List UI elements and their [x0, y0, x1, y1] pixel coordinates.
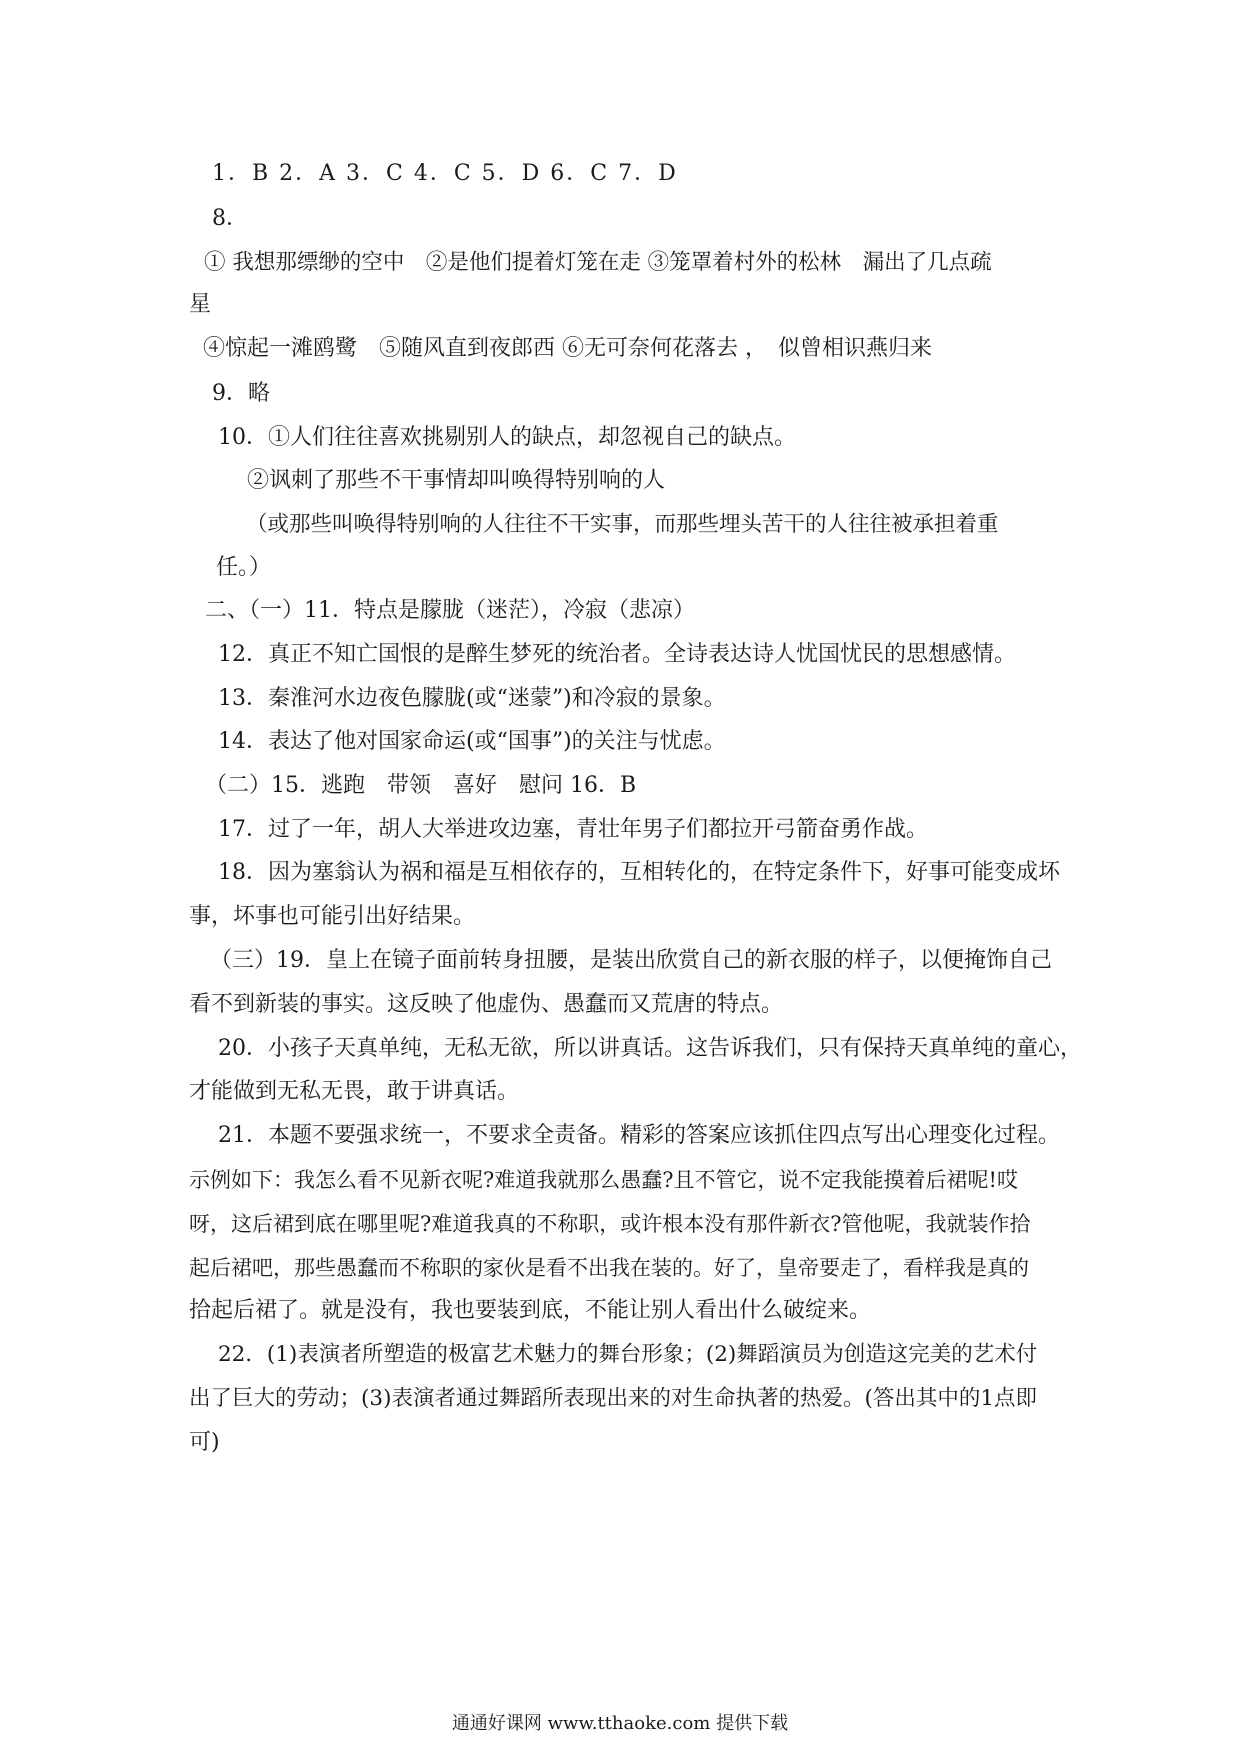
answer-20-line-2: 才能做到无私无畏，敢于讲真话。: [189, 1079, 520, 1104]
answer-10-line-4: 任。）: [216, 555, 272, 580]
answer-21-line-2: 示例如下：我怎么看不见新衣呢?难道我就那么愚蠢?且不管它，说不定我能摸着后裙呢!哎: [189, 1168, 1018, 1192]
answer-8-line-2: 星: [189, 292, 212, 317]
answer-21-line-1: 21．本题不要强求统一，不要求全责备。精彩的答案应该抓住四点写出心理变化过程。: [218, 1123, 1060, 1148]
answer-15-16: （二）15．逃跑 带领 喜好 慰问 16．B: [205, 773, 637, 798]
answer-21-line-4: 起后裙吧，那些愚蠢而不称职的家伙是看不出我在装的。好了，皇帝要走了，看样我是真的: [189, 1256, 1029, 1280]
answer-13: 13．秦淮河水边夜色朦胧(或“迷蒙”)和冷寂的景象。: [218, 686, 726, 711]
answer-19-line-2: 看不到新装的事实。这反映了他虚伪、愚蠢而又荒唐的特点。: [189, 992, 784, 1017]
answers-1-7: 1．B 2．A 3．C 4．C 5．D 6．C 7．D: [212, 161, 678, 186]
answer-22-line-2: 出了巨大的劳动；(3)表演者通过舞蹈所表现出来的对生命执著的热爱。(答出其中的1点即: [189, 1386, 1038, 1411]
answer-11: 二、（一）11．特点是朦胧（迷茫），冷寂（悲凉）: [205, 598, 695, 623]
answer-20-line-1: 20．小孩子天真单纯，无私无欲，所以讲真话。这告诉我们，只有保持天真单纯的童心，: [218, 1036, 1082, 1061]
answer-8-line-1: ① 我想那缥缈的空中 ②是他们提着灯笼在走 ③笼罩着村外的松林 漏出了几点疏: [204, 250, 992, 275]
answer-17: 17．过了一年，胡人大举进攻边塞，青壮年男子们都拉开弓箭奋勇作战。: [218, 817, 928, 842]
footer-credit: 通通好课网 www.tthaoke.com 提供下载: [451, 1713, 789, 1734]
answer-18-line-2: 事，坏事也可能引出好结果。: [189, 904, 476, 929]
answer-22-line-3: 可): [189, 1430, 220, 1455]
answer-14: 14．表达了他对国家命运(或“国事”)的关注与忧虑。: [218, 729, 726, 754]
answer-10-line-1: 10．①人们往往喜欢挑剔别人的缺点，却忽视自己的缺点。: [218, 425, 796, 450]
answer-18-line-1: 18．因为塞翁认为祸和福是互相依存的，互相转化的，在特定条件下，好事可能变成坏: [218, 860, 1060, 885]
answer-8-label: 8．: [212, 206, 248, 231]
answer-12: 12．真正不知亡国恨的是醉生梦死的统治者。全诗表达诗人忧国忧民的思想感情。: [218, 642, 1016, 667]
answer-21-line-5: 拾起后裙了。就是没有，我也要装到底，不能让别人看出什么破绽来。: [189, 1298, 872, 1323]
answer-10-line-2: ②讽刺了那些不干事情却叫唤得特别响的人: [247, 468, 666, 493]
answer-21-line-3: 呀，这后裙到底在哪里呢?难道我真的不称职，或许根本没有那件新衣?管他呢，我就装作拾: [189, 1212, 1031, 1236]
answer-19-line-1: （三）19．皇上在镜子面前转身扭腰，是装出欣赏自己的新衣服的样子，以便掩饰自己: [210, 948, 1052, 973]
answer-9: 9．略: [212, 381, 270, 406]
answer-8-line-3: ④惊起一滩鸥鹭 ⑤随风直到夜郎西 ⑥无可奈何花落去 ， 似曾相识燕归来: [203, 336, 932, 361]
answer-10-line-3: （或那些叫唤得特别响的人往往不干实事，而那些埋头苦干的人往往被承担着重: [246, 512, 999, 537]
answer-22-line-1: 22．(1)表演者所塑造的极富艺术魅力的舞台形象；(2)舞蹈演员为创造这完美的艺术付: [218, 1342, 1038, 1367]
